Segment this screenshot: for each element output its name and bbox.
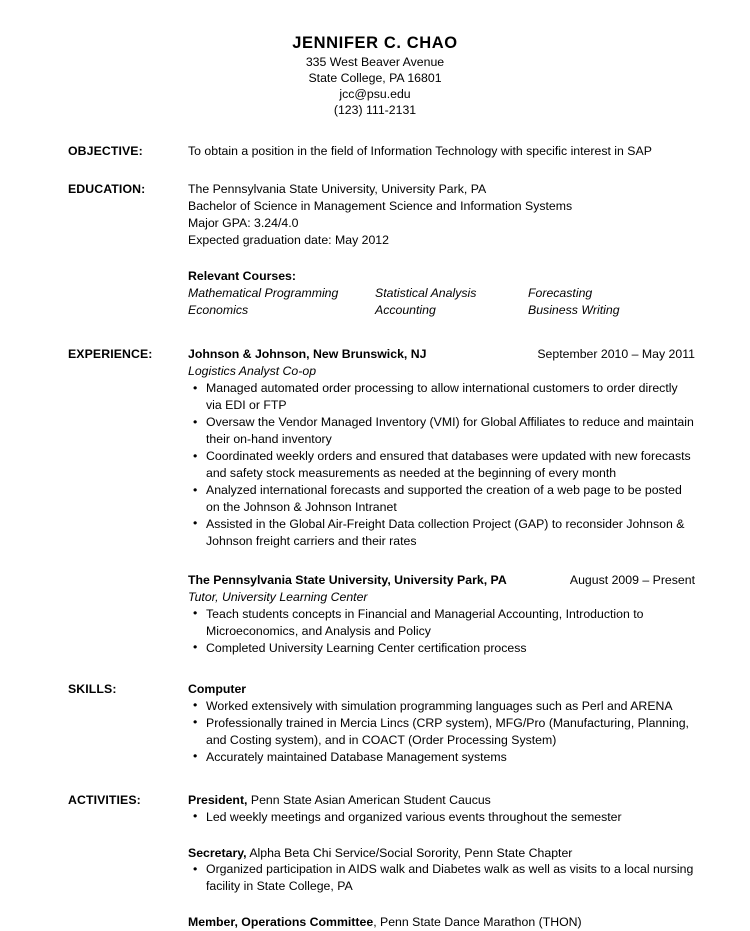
bullet-item: • Oversaw the Vendor Managed Inventory (VMI) for Global Affiliates to reduce and maintain their on-hand inventory	[193, 414, 695, 448]
job-role: Tutor, University Learning Center	[188, 589, 368, 604]
course-item: Statistical Analysis	[375, 286, 477, 301]
employer-name: Johnson & Johnson, New Brunswick, NJ	[188, 347, 427, 362]
skills-label: SKILLS:	[68, 681, 117, 696]
activity-detail: Alpha Beta Chi Service/Social Sorority, Penn State Chapter	[246, 845, 573, 860]
section-objective	[0, 143, 750, 160]
course-item: Business Writing	[528, 303, 620, 318]
activity-bullet-list	[188, 861, 695, 895]
activity-detail: , Penn State Dance Marathon (THON)	[373, 915, 582, 930]
activity-role: Secretary,	[188, 845, 247, 860]
bullet-item: • Managed automated order processing to allow international customers to order directly via EDI or FTP	[193, 380, 695, 414]
bullet-item: • Completed University Learning Center certification process	[193, 640, 695, 657]
bullet-item: • Led weekly meetings and organized various events throughout the semester	[193, 809, 695, 826]
education-label: EDUCATION:	[68, 182, 146, 197]
activity-entry	[188, 792, 695, 826]
objective-label: OBJECTIVE:	[68, 143, 143, 158]
objective-text: To obtain a position in the field of Information Technology with specific interest in SAP	[188, 143, 652, 158]
section-activities	[0, 792, 750, 931]
job-role: Logistics Analyst Co-op	[188, 364, 317, 379]
phone-number: (123) 111-2131	[333, 103, 417, 118]
section-experience	[0, 346, 750, 656]
education-lines	[188, 181, 695, 249]
course-item: Mathematical Programming	[188, 286, 339, 301]
bullet-item: • Teach students concepts in Financial and Managerial Accounting, Introduction to Microeconomics, and Analysis and Policy	[193, 606, 695, 640]
address-street: 335 West Beaver Avenue	[305, 54, 445, 69]
candidate-name: JENNIFER C. CHAO	[292, 34, 458, 52]
bullet-item: • Accurately maintained Database Management systems	[193, 749, 695, 766]
skills-bullet-list	[188, 698, 695, 766]
course-item: Forecasting	[528, 286, 593, 301]
skill-group	[188, 681, 695, 766]
activity-detail: Penn State Asian American Student Caucus	[247, 792, 491, 807]
relevant-courses-title: Relevant Courses:	[188, 269, 296, 284]
experience-entry-header	[188, 346, 695, 363]
employment-dates: September 2010 – May 2011	[537, 347, 695, 362]
experience-entry-header	[188, 572, 695, 589]
address-city-state-zip: State College, PA 16801	[308, 70, 442, 85]
resume-header	[0, 0, 750, 119]
section-education	[0, 181, 750, 319]
experience-bullet-list	[188, 380, 695, 550]
experience-entry	[188, 572, 695, 657]
course-item: Economics	[188, 303, 249, 318]
activities-label: ACTIVITIES:	[68, 792, 141, 807]
employment-dates: August 2009 – Present	[569, 572, 695, 587]
bullet-item: • Analyzed international forecasts and supported the creation of a web page to be posted on the Johnson & Johnson Intranet	[193, 482, 695, 516]
education-line: Major GPA: 3.24/4.0	[188, 216, 299, 231]
relevant-courses-block	[188, 268, 695, 319]
education-line: The Pennsylvania State University, University Park, PA	[188, 182, 487, 197]
education-line: Expected graduation date: May 2012	[188, 233, 389, 248]
section-skills	[0, 681, 750, 766]
activity-role: President,	[188, 792, 248, 807]
activity-bullet-list	[188, 809, 695, 826]
activity-entry	[188, 845, 695, 896]
bullet-item: • Worked extensively with simulation programming languages such as Perl and ARENA	[193, 698, 695, 715]
experience-entry	[188, 346, 695, 550]
experience-bullet-list	[188, 606, 695, 657]
course-item: Accounting	[375, 303, 436, 318]
bullet-item: • Professionally trained in Mercia Lincs (CRP system), MFG/Pro (Manufacturing, Planning, and Costing system), and in COACT (Order Processing System)	[193, 715, 695, 749]
email-address: jcc@psu.edu	[339, 87, 411, 102]
bullet-item: • Organized participation in AIDS walk and Diabetes walk as well as visits to a local nursing facility in State College, PA	[193, 861, 695, 895]
employer-name: The Pennsylvania State University, University Park, PA	[188, 572, 507, 587]
bullet-item: • Assisted in the Global Air-Freight Data collection Project (GAP) to reconsider Johnson & Johnson freight carriers and their rates	[193, 516, 695, 550]
activity-header	[188, 845, 695, 862]
skill-group-title: Computer	[188, 681, 247, 696]
activity-entry	[188, 914, 695, 931]
activity-header	[188, 792, 695, 809]
education-line: Bachelor of Science in Management Science and Information Systems	[188, 199, 573, 214]
relevant-courses-grid	[188, 285, 695, 319]
activity-role: Member, Operations Committee	[188, 915, 374, 930]
experience-label: EXPERIENCE:	[68, 347, 153, 362]
activity-header	[188, 914, 695, 931]
bullet-item: • Coordinated weekly orders and ensured that databases were updated with new forecasts and safety stock measurements as needed at the beginning of every month	[193, 448, 695, 482]
